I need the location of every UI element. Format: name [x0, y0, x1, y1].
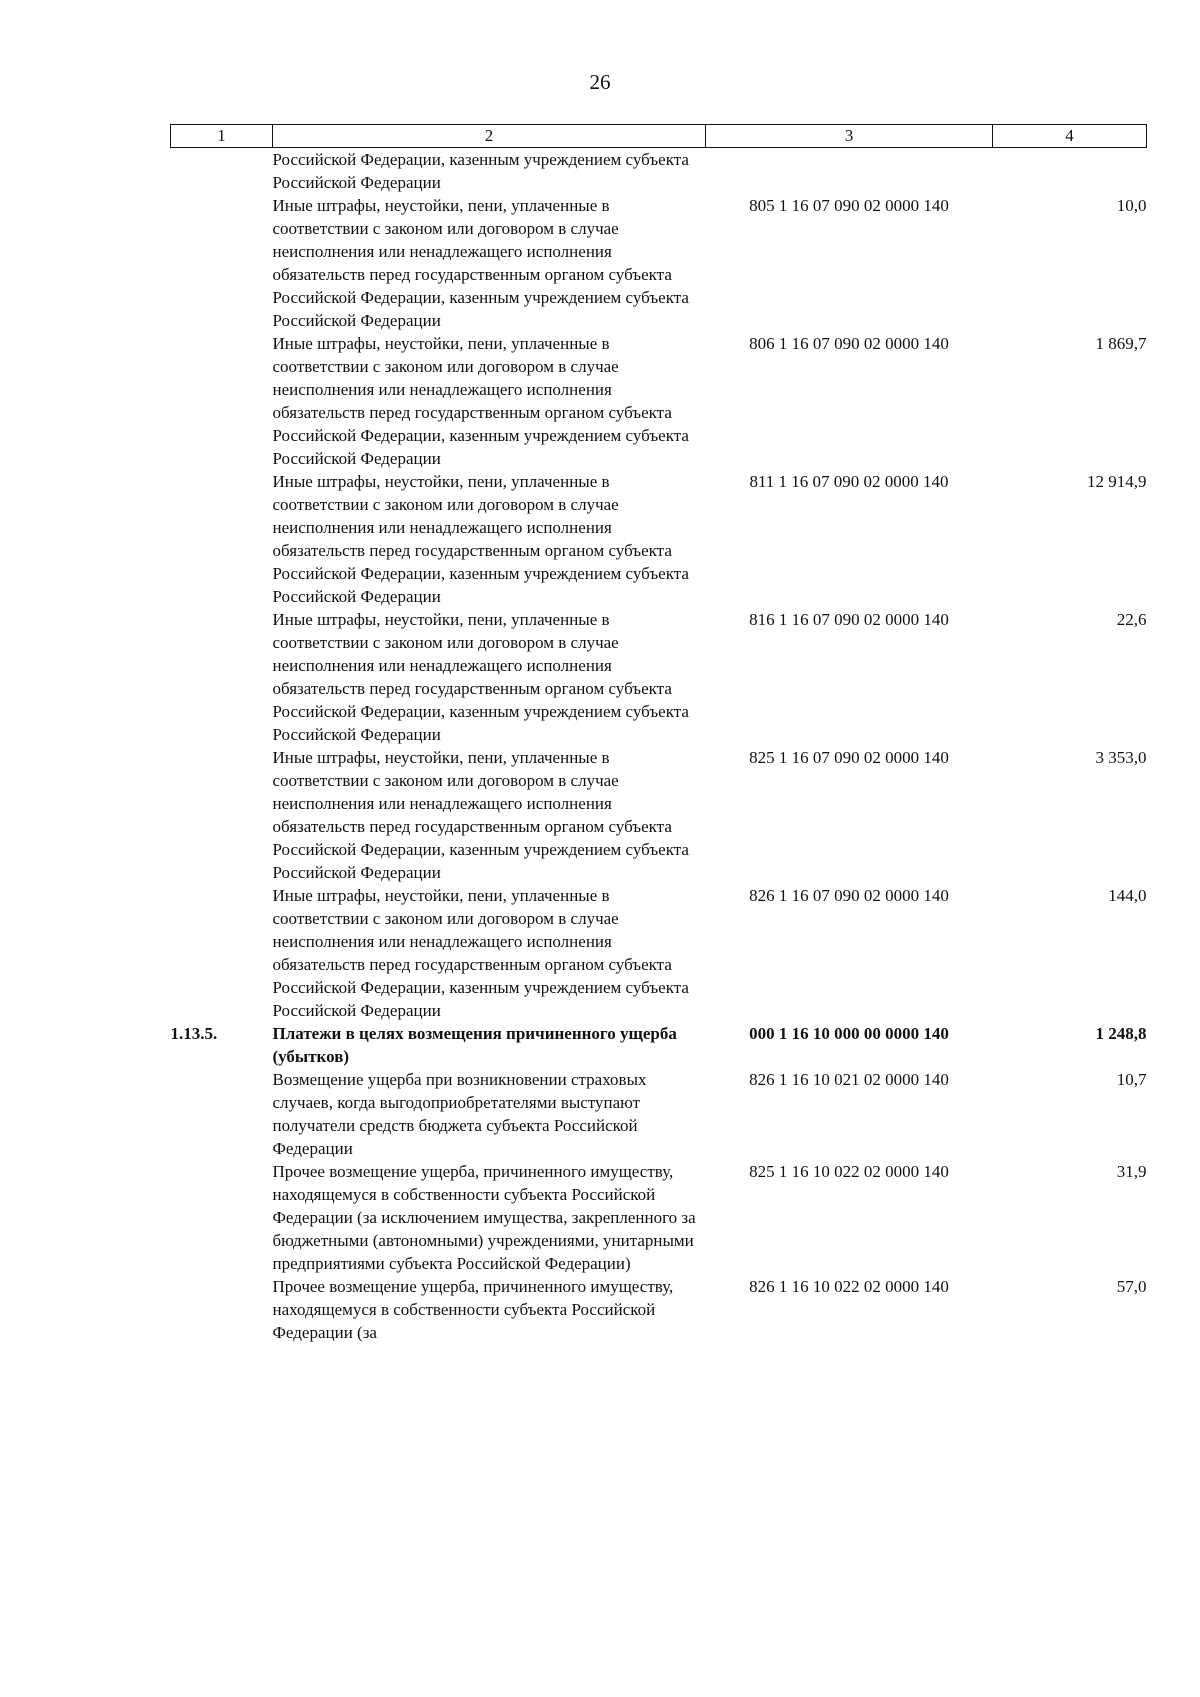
row-name: Прочее возмещение ущерба, причиненного имуществу, находящемуся в собственности субъекта Российской Федерации (за исключением имущества, закрепленного за бюджетными (автономными) учреждениями, унитарными предприятиями субъекта Российской Федерации)	[272, 1162, 696, 1273]
row-number	[171, 1275, 273, 1344]
row-amount: 22,6	[1116, 610, 1147, 629]
row-name: Иные штрафы, неустойки, пени, уплаченные в соответствии с законом или договором в случае неисполнения или ненадлежащего исполнения обязательств перед государственным органом субъекта Российской Федерации, казенным учреждением субъекта Российской Федерации	[272, 196, 689, 330]
row-number	[171, 746, 273, 884]
row-name: Иные штрафы, неустойки, пени, уплаченные в соответствии с законом или договором в случае неисполнения или ненадлежащего исполнения обязательств перед государственным органом субъекта Российской Федерации, казенным учреждением субъекта Российской Федерации	[272, 610, 689, 744]
table-row	[171, 1068, 1147, 1160]
table-row	[171, 470, 1147, 608]
row-amount: 1 869,7	[1095, 334, 1147, 353]
row-number	[171, 1160, 273, 1275]
row-code: 826 1 16 10 022 02 0000 140	[749, 1277, 949, 1296]
table-row	[171, 194, 1147, 332]
row-name: Иные штрафы, неустойки, пени, уплаченные в соответствии с законом или договором в случае неисполнения или ненадлежащего исполнения обязательств перед государственным органом субъекта Российской Федерации, казенным учреждением субъекта Российской Федерации	[272, 472, 689, 606]
row-code: 825 1 16 07 090 02 0000 140	[749, 748, 949, 767]
row-name: Иные штрафы, неустойки, пени, уплаченные в соответствии с законом или договором в случае неисполнения или ненадлежащего исполнения обязательств перед государственным органом субъекта Российской Федерации, казенным учреждением субъекта Российской Федерации	[272, 334, 689, 468]
budget-table	[170, 124, 1147, 1344]
row-number	[171, 148, 273, 195]
row-name: Иные штрафы, неустойки, пени, уплаченные в соответствии с законом или договором в случае неисполнения или ненадлежащего исполнения обязательств перед государственным органом субъекта Российской Федерации, казенным учреждением субъекта Российской Федерации	[272, 886, 689, 1020]
column-header-4: 4	[993, 125, 1147, 148]
row-amount: 3 353,0	[1095, 748, 1147, 767]
table-row	[171, 608, 1147, 746]
row-amount	[993, 148, 1147, 195]
row-code: 806 1 16 07 090 02 0000 140	[749, 334, 949, 353]
row-number: 1.13.5.	[170, 1024, 218, 1043]
row-code: 826 1 16 07 090 02 0000 140	[749, 886, 949, 905]
row-name: Прочее возмещение ущерба, причиненного имуществу, находящемуся в собственности субъекта Российской Федерации (за	[272, 1277, 674, 1342]
row-name: Российской Федерации, казенным учреждением субъекта Российской Федерации	[272, 150, 689, 192]
row-number	[171, 1068, 273, 1160]
column-header-1: 1	[171, 125, 273, 148]
row-code: 825 1 16 10 022 02 0000 140	[749, 1162, 949, 1181]
row-name: Возмещение ущерба при возникновении страховых случаев, когда выгодоприобретателями выступают получатели средств бюджета субъекта Российской Федерации	[272, 1070, 647, 1158]
row-code: 811 1 16 07 090 02 0000 140	[749, 472, 949, 491]
row-number	[171, 332, 273, 470]
table-row	[171, 746, 1147, 884]
row-amount: 57,0	[1116, 1277, 1147, 1296]
table-body	[171, 148, 1147, 1345]
column-header-2: 2	[273, 125, 706, 148]
table-row	[171, 884, 1147, 1022]
row-amount: 10,0	[1116, 196, 1147, 215]
row-amount: 10,7	[1116, 1070, 1147, 1089]
row-code: 000 1 16 10 000 00 0000 140	[749, 1024, 949, 1043]
row-number	[171, 470, 273, 608]
row-code	[706, 148, 993, 195]
row-code: 805 1 16 07 090 02 0000 140	[749, 196, 949, 215]
table-header	[171, 125, 1147, 148]
table-row	[171, 1275, 1147, 1344]
row-amount: 1 248,8	[1095, 1024, 1147, 1043]
page-number: 26	[589, 70, 611, 94]
row-code: 816 1 16 07 090 02 0000 140	[749, 610, 949, 629]
column-header-3: 3	[706, 125, 993, 148]
row-code: 826 1 16 10 021 02 0000 140	[749, 1070, 949, 1089]
table-row	[171, 148, 1147, 195]
table-row	[171, 1160, 1147, 1275]
row-name: Платежи в целях возмещения причиненного ущерба (убытков)	[272, 1024, 677, 1066]
row-number	[171, 884, 273, 1022]
table-header-row	[171, 125, 1147, 148]
table-row	[171, 1022, 1147, 1068]
row-amount: 12 914,9	[1087, 472, 1147, 491]
row-number	[171, 194, 273, 332]
row-amount: 144,0	[1108, 886, 1147, 905]
row-name: Иные штрафы, неустойки, пени, уплаченные в соответствии с законом или договором в случае неисполнения или ненадлежащего исполнения обязательств перед государственным органом субъекта Российской Федерации, казенным учреждением субъекта Российской Федерации	[272, 748, 689, 882]
row-number	[171, 608, 273, 746]
table-row	[171, 332, 1147, 470]
row-amount: 31,9	[1116, 1162, 1147, 1181]
